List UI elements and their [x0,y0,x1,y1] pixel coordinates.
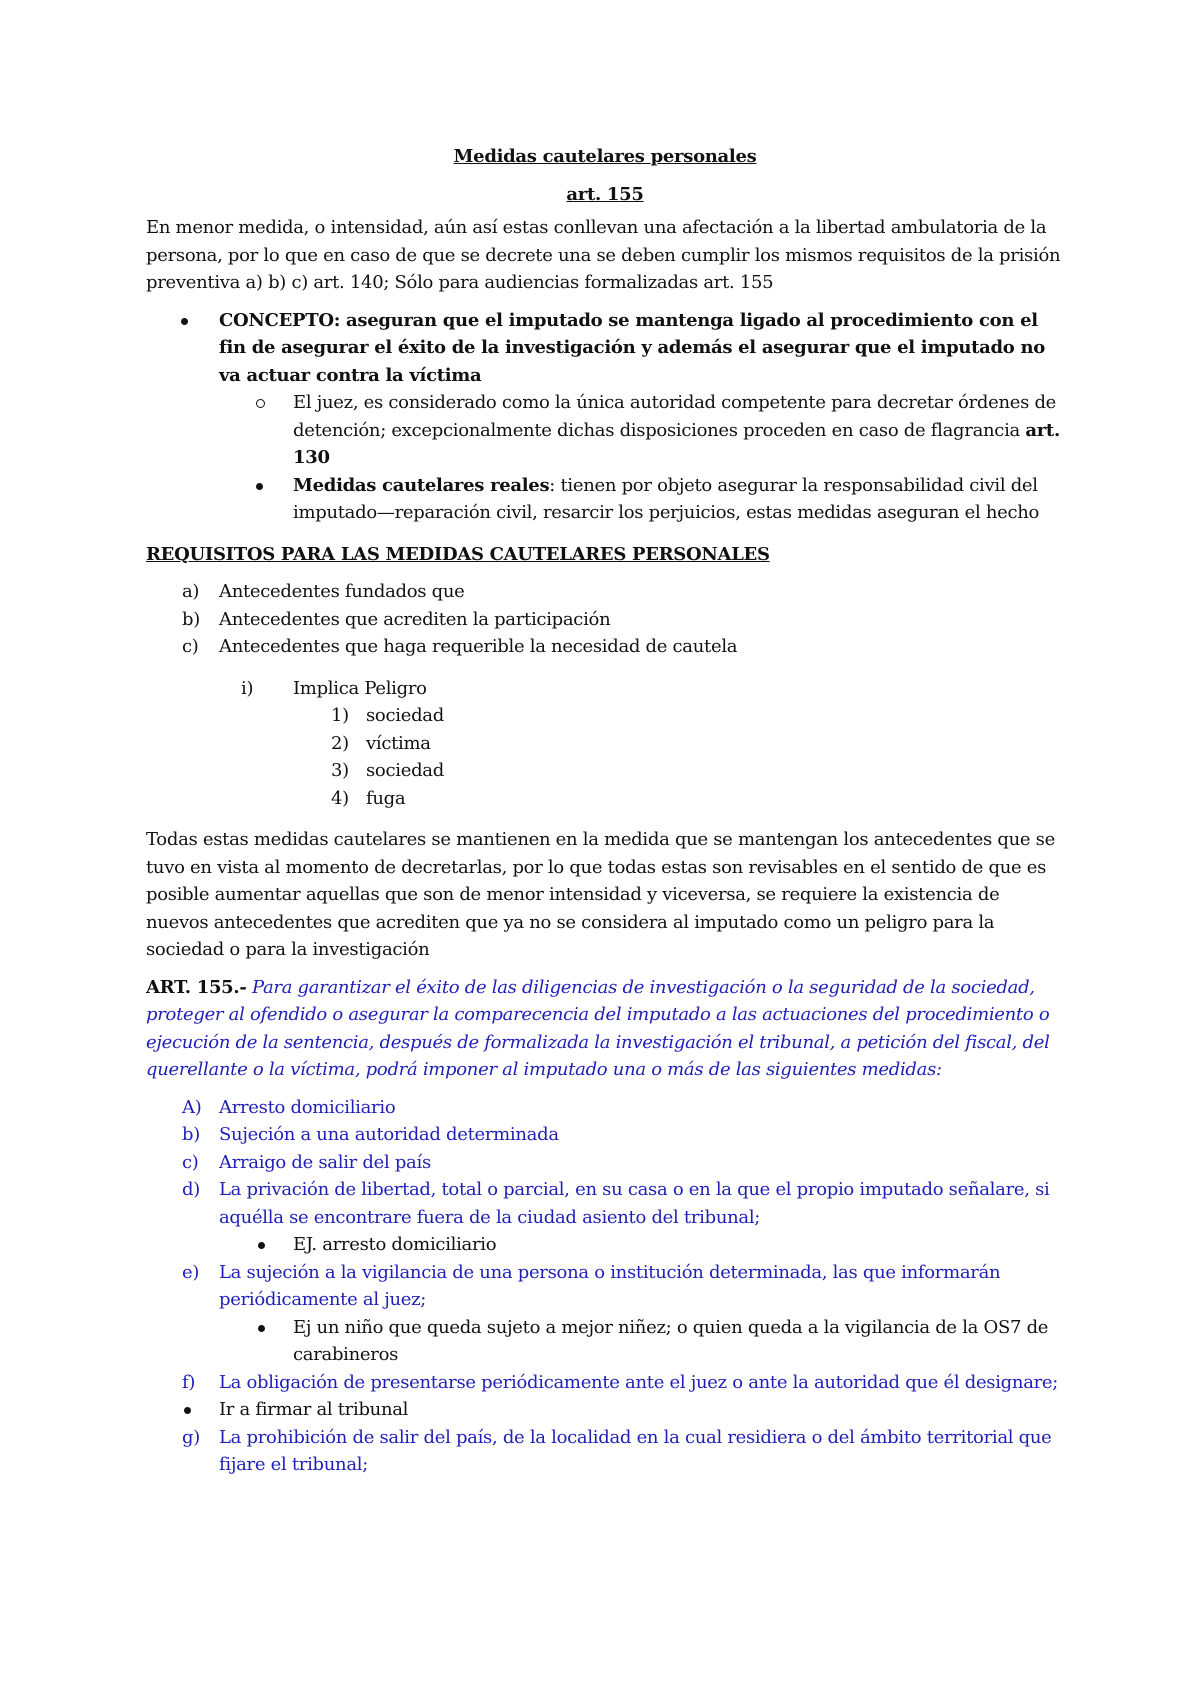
requisito-item [146,578,1064,606]
note-text: EJ. arresto domiciliario [293,1234,497,1255]
list-label: 1) [331,705,349,726]
note-item [146,1396,1064,1424]
concepto-sub2-label: Medidas cautelares reales [293,474,550,496]
list-text: Antecedentes que haga requerible la necesidad de cautela [219,636,738,657]
peligro-heading-item [146,675,1064,703]
bullet-icon [181,318,188,325]
list-text: La privación de libertad, total o parcial, en su casa o en la que el propio imputado señalare, si aquélla se encontrare fuera de la ciudad asiento del tribunal; [219,1179,1050,1228]
medida-item [146,1121,1064,1149]
art155-paragraph [146,974,1064,1084]
peligro-item [146,702,1064,730]
list-label: c) [182,1151,199,1173]
list-text: Arraigo de salir del país [219,1151,431,1173]
art155-label: ART. 155.- [146,976,247,998]
list-label: A) [182,1096,202,1118]
requisitos-heading: REQUISITOS PARA LAS MEDIDAS CAUTELARES PERSONALES [146,543,770,565]
peligro-item [146,730,1064,758]
concepto-sub1-text: El juez, es considerado como la única autoridad competente para decretar órdenes de detención; excepcionalmente dichas disposiciones proceden en caso de flagrancia [293,392,1057,441]
bullet-icon [258,1325,265,1332]
medida-item [146,1259,1064,1314]
list-text: fuga [366,787,406,809]
concepto-item [146,307,1064,390]
list-text: Antecedentes que acrediten la participación [219,608,611,630]
list-label: b) [182,608,200,630]
note-item [146,1231,1064,1259]
bullet-icon [258,1242,265,1249]
art155-text: Para garantizar el éxito de las diligencias de investigación o la seguridad de la sociedad, proteger al ofendido o asegurar la comparecencia del imputado a las actuaciones del procedimiento o ejecución de la sentencia, después de formalizada la investigación el tribunal, a petición del fiscal, del querellante o la víctima, podrá imponer al imputado una o más de las siguientes medidas: [146,976,1050,1080]
note-item [146,1314,1064,1369]
list-label: g) [182,1426,200,1448]
concepto-subitem-reales [146,472,1064,527]
medida-item [146,1149,1064,1177]
concepto-subitem-juez [146,389,1064,472]
medidas-paragraph: Todas estas medidas cautelares se mantienen en la medida que se mantengan los antecedentes que se tuvo en vista al momento de decretarlas, por lo que todas estas son revisables en el sentido de que es posible aumentar aquellas que son de menor intensidad y viceversa, se requiere la existencia de nuevos antecedentes que acrediten que ya no se considera al imputado como un peligro para la sociedad o para la investigación [146,829,1055,960]
medida-item [146,1369,1064,1397]
list-label: 3) [331,760,349,781]
document-title: Medidas cautelares personales [453,146,757,167]
concepto-text: aseguran que el imputado se mantenga ligado al procedimiento con el fin de asegurar el éxito de la investigación y además el asegurar que el imputado no va actuar contra la víctima [219,309,1045,386]
list-text: Antecedentes fundados que [219,581,465,602]
list-text: víctima [366,732,431,754]
peligro-item [146,785,1064,813]
list-text: La prohibición de salir del país, de la localidad en la cual residiera o del ámbito territorial que fijare el tribunal; [219,1426,1052,1475]
bullet-icon [184,1407,191,1414]
bullet-icon [256,483,263,490]
list-label: 4) [331,787,349,809]
concepto-sub1-ref: art. 130 [293,419,1060,468]
list-label: f) [182,1371,196,1393]
list-label: a) [182,581,200,602]
list-text: sociedad [366,705,444,726]
note-text: Ir a firmar al tribunal [219,1399,409,1420]
medida-item [146,1424,1064,1479]
list-text: Arresto domiciliario [219,1096,396,1118]
list-label: e) [182,1261,200,1283]
circle-bullet-icon [256,399,265,408]
list-label: i) [241,677,254,699]
note-text: Ej un niño que queda sujeto a mejor niñez; o quien queda a la vigilancia de la OS7 de carabineros [293,1316,1049,1365]
list-text: La sujeción a la vigilancia de una persona o institución determinada, las que informarán periódicamente al juez; [219,1261,1001,1310]
list-text: sociedad [366,760,444,781]
concepto-sub2-text: : tienen por objeto asegurar la responsabilidad civil del imputado—reparación civil, resarcir los perjuicios, estas medidas aseguran el hecho [293,474,1040,523]
list-label: c) [182,636,199,657]
list-label: d) [182,1179,200,1200]
document-body [146,143,1064,1479]
list-label: b) [182,1124,200,1145]
concepto-label: CONCEPTO: [219,309,341,331]
requisito-item [146,606,1064,634]
list-text: Implica Peligro [293,677,427,699]
medida-item [146,1176,1064,1231]
intro-paragraph: En menor medida, o intensidad, aún así estas conllevan una afectación a la libertad ambulatoria de la persona, por lo que en caso de que se decrete una se deben cumplir los mismos requisitos de la prisión preventiva a) b) c) art. 140; Sólo para audiencias formalizadas art. 155 [146,217,1061,293]
list-text: La obligación de presentarse periódicamente ante el juez o ante la autoridad que él designare; [219,1371,1059,1393]
peligro-item [146,757,1064,785]
document-subtitle: art. 155 [566,183,644,205]
list-label: 2) [331,732,349,754]
list-text: Sujeción a una autoridad determinada [219,1124,559,1145]
requisito-item [146,633,1064,661]
medida-item [146,1094,1064,1122]
